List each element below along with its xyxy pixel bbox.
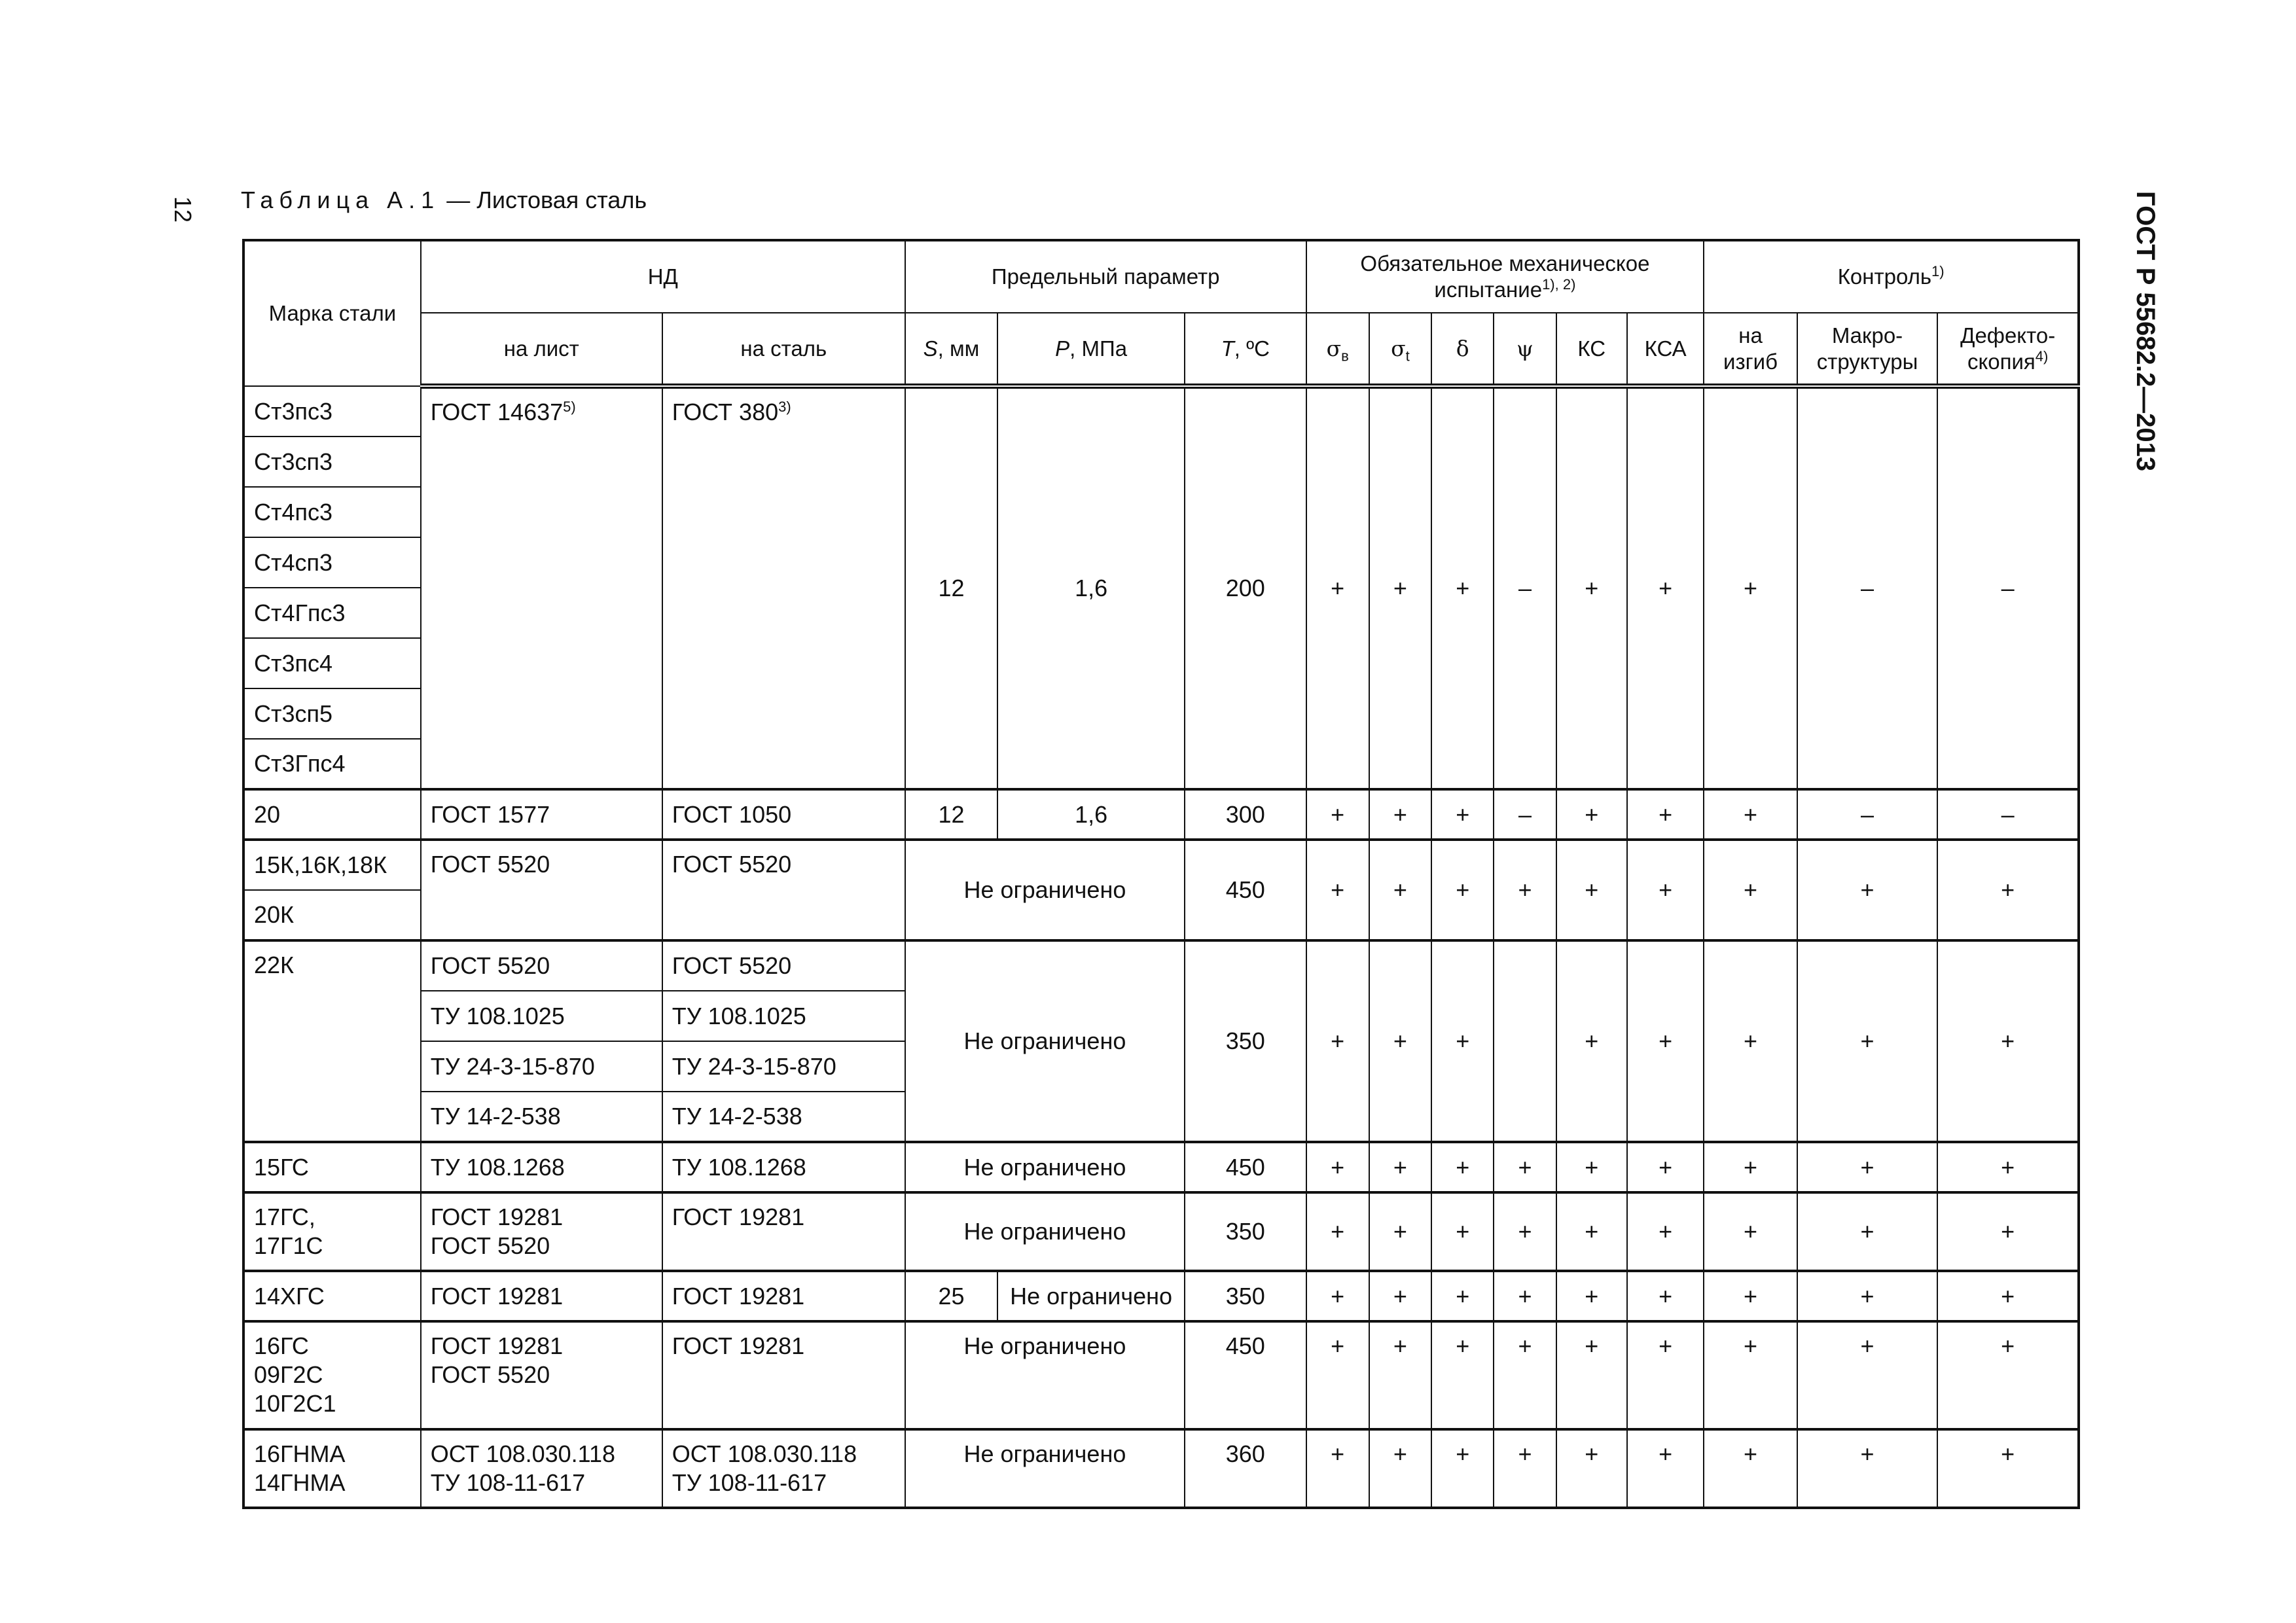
mark-cell: +: [1556, 789, 1627, 840]
mark-cell: +: [1306, 1142, 1369, 1192]
header-sigma-t: [1369, 313, 1431, 386]
mark-cell: +: [1797, 840, 1938, 940]
mark-cell: +: [1704, 1271, 1797, 1321]
grade-cell: Ст3пс3: [243, 386, 421, 437]
mark-cell: +: [1494, 1271, 1556, 1321]
mark-cell: +: [1369, 1271, 1431, 1321]
mark-cell: +: [1431, 840, 1494, 940]
grade-cell: 22К: [243, 940, 421, 1142]
mark-cell: +: [1369, 1192, 1431, 1271]
table-row: [243, 789, 2079, 840]
p-cell: 1,6: [997, 386, 1185, 789]
mark-cell: +: [1369, 1142, 1431, 1192]
mark-cell: +: [1797, 1142, 1938, 1192]
nd-steel-cell: ГОСТ 1050: [662, 789, 905, 840]
mark-cell: +: [1431, 386, 1494, 789]
s-cell: 12: [905, 386, 997, 789]
grade-cell: Ст3сп5: [243, 688, 421, 739]
limit-cell: Не ограничено: [905, 1142, 1185, 1192]
mark-cell: +: [1494, 1321, 1556, 1429]
mark-cell: +: [1627, 789, 1704, 840]
mark-cell: –: [1937, 386, 2079, 789]
mark-cell: +: [1797, 1429, 1938, 1508]
p-cell: 1,6: [997, 789, 1185, 840]
mark-cell: +: [1937, 1142, 2079, 1192]
mark-cell: +: [1306, 1429, 1369, 1508]
steel-table: [242, 239, 2080, 1509]
mark-cell: +: [1937, 1192, 2079, 1271]
mark-cell: +: [1627, 1321, 1704, 1429]
nd-steel-cell: ОСТ 108.030.118 ТУ 108-11-617: [662, 1429, 905, 1508]
nd-steel-cell: ГОСТ 19281: [662, 1271, 905, 1321]
mark-cell: +: [1704, 386, 1797, 789]
grade-cell: Ст4пс3: [243, 487, 421, 537]
mark-cell: +: [1627, 840, 1704, 940]
grade-cell: Ст3Гпс4: [243, 739, 421, 789]
table-row: [243, 840, 2079, 890]
mark-cell: +: [1431, 1429, 1494, 1508]
header-defect-sup: 4): [2035, 348, 2049, 365]
grade-cell: 16ГНМА 14ГНМА: [243, 1429, 421, 1508]
limit-cell: Не ограничено: [905, 940, 1185, 1142]
nd-steel-cell: ТУ 24-3-15-870: [662, 1041, 905, 1092]
mark-cell: +: [1556, 1271, 1627, 1321]
nd-steel-cell: ГОСТ 19281: [662, 1321, 905, 1429]
table-row: [243, 940, 2079, 991]
nd-sheet-cell: ГОСТ 1577: [421, 789, 662, 840]
mark-cell: +: [1797, 1271, 1938, 1321]
mark-cell: –: [1494, 789, 1556, 840]
header-ks: КС: [1556, 313, 1627, 386]
mark-cell: +: [1306, 840, 1369, 940]
page-number: 12: [170, 196, 196, 223]
mark-cell: +: [1431, 789, 1494, 840]
header-bend: на изгиб: [1704, 313, 1797, 386]
header-control-sup: 1): [1931, 263, 1945, 279]
grade-cell: 20К: [243, 890, 421, 940]
nd-steel-cell: [662, 386, 905, 789]
caption-label: Таблица А.1: [241, 187, 440, 213]
nd-sheet-cell: ТУ 24-3-15-870: [421, 1041, 662, 1092]
mark-cell: +: [1369, 386, 1431, 789]
limit-cell: Не ограничено: [905, 840, 1185, 940]
table-row: [243, 1192, 2079, 1271]
grade-cell: Ст4Гпс3: [243, 588, 421, 638]
mark-cell: +: [1937, 840, 2079, 940]
mark-cell: +: [1369, 940, 1431, 1142]
mark-cell: +: [1937, 940, 2079, 1142]
mark-cell: +: [1556, 386, 1627, 789]
mark-cell: +: [1704, 789, 1797, 840]
mark-cell: +: [1556, 1321, 1627, 1429]
grade-cell: 20: [243, 789, 421, 840]
nd-steel-sup: 3): [778, 399, 791, 415]
mark-cell: –: [1797, 386, 1938, 789]
header-p: [997, 313, 1185, 386]
nd-sheet-cell: ТУ 14-2-538: [421, 1092, 662, 1142]
header-mech-text: Обязательное механическое испытание: [1360, 251, 1650, 302]
sigma-b-sub: в: [1341, 348, 1349, 365]
mark-cell: +: [1306, 1192, 1369, 1271]
mark-cell: +: [1627, 386, 1704, 789]
mark-cell: +: [1704, 1321, 1797, 1429]
mark-cell: +: [1704, 940, 1797, 1142]
table-row: [243, 386, 2079, 437]
mark-cell: +: [1797, 1192, 1938, 1271]
mark-cell: +: [1306, 1271, 1369, 1321]
t-cell: 360: [1185, 1429, 1306, 1508]
table-row: [243, 1271, 2079, 1321]
mark-cell: +: [1494, 1192, 1556, 1271]
mark-cell: +: [1431, 1321, 1494, 1429]
header-sigma-b: [1306, 313, 1369, 386]
sigma-symbol: σ: [1391, 335, 1406, 361]
t-cell: 200: [1185, 386, 1306, 789]
mark-cell: +: [1627, 1142, 1704, 1192]
nd-sheet-cell: ТУ 108.1025: [421, 991, 662, 1041]
mark-cell: +: [1369, 840, 1431, 940]
header-psi: ψ: [1494, 313, 1556, 386]
mark-cell: +: [1704, 1142, 1797, 1192]
header-t-symbol: T: [1221, 336, 1234, 361]
mark-cell: +: [1431, 1192, 1494, 1271]
mark-cell: +: [1937, 1271, 2079, 1321]
nd-sheet-sup: 5): [563, 399, 576, 415]
p-cell: Не ограничено: [997, 1271, 1185, 1321]
header-nd-sheet: на лист: [421, 313, 662, 386]
table-row: [243, 1321, 2079, 1429]
mark-cell: +: [1306, 1321, 1369, 1429]
t-cell: 300: [1185, 789, 1306, 840]
mark-cell: +: [1369, 1321, 1431, 1429]
grade-cell: 15ГС: [243, 1142, 421, 1192]
header-s: [905, 313, 997, 386]
mark-cell: +: [1431, 940, 1494, 1142]
limit-cell: Не ограничено: [905, 1429, 1185, 1508]
mark-cell: +: [1306, 789, 1369, 840]
t-cell: 350: [1185, 940, 1306, 1142]
mark-cell: +: [1704, 1192, 1797, 1271]
mark-cell: +: [1306, 386, 1369, 789]
header-limit: Предельный параметр: [905, 240, 1306, 313]
mark-cell: –: [1494, 386, 1556, 789]
nd-sheet-text: ГОСТ 14637: [430, 399, 564, 425]
grade-cell: 14ХГС: [243, 1271, 421, 1321]
t-cell: 350: [1185, 1271, 1306, 1321]
header-t-unit: , ºC: [1234, 336, 1270, 361]
mark-cell: +: [1369, 789, 1431, 840]
nd-sheet-cell: ГОСТ 19281 ГОСТ 5520: [421, 1321, 662, 1429]
grade-cell: Ст3пс4: [243, 638, 421, 688]
mark-cell: +: [1556, 1192, 1627, 1271]
mark-cell: +: [1704, 840, 1797, 940]
t-cell: 450: [1185, 1142, 1306, 1192]
grade-cell: Ст4сп3: [243, 537, 421, 588]
caption-title: — Листовая сталь: [440, 187, 647, 213]
nd-sheet-cell: ГОСТ 19281 ГОСТ 5520: [421, 1192, 662, 1271]
grade-cell: 17ГС, 17Г1С: [243, 1192, 421, 1271]
mark-cell: +: [1627, 1271, 1704, 1321]
header-mech: [1306, 240, 1704, 313]
mark-cell: +: [1704, 1429, 1797, 1508]
mark-cell: +: [1937, 1429, 2079, 1508]
header-delta: δ: [1431, 313, 1494, 386]
table-caption: [241, 187, 647, 214]
mark-cell: +: [1494, 1429, 1556, 1508]
document-code: ГОСТ Р 55682.2—2013: [2131, 191, 2160, 472]
t-cell: 450: [1185, 1321, 1306, 1429]
nd-sheet-cell: ГОСТ 5520: [421, 840, 662, 940]
mark-cell: +: [1556, 1429, 1627, 1508]
header-p-symbol: P: [1055, 336, 1070, 361]
nd-sheet-cell: ТУ 108.1268: [421, 1142, 662, 1192]
t-cell: 450: [1185, 840, 1306, 940]
header-ksa: КСА: [1627, 313, 1704, 386]
mark-cell: +: [1494, 1142, 1556, 1192]
header-s-unit: , мм: [937, 336, 980, 361]
header-defect-text: Дефекто- скопия: [1960, 323, 2056, 374]
mark-cell: +: [1556, 840, 1627, 940]
limit-cell: Не ограничено: [905, 1321, 1185, 1429]
mark-cell: +: [1306, 940, 1369, 1142]
header-s-symbol: S: [923, 336, 938, 361]
header-p-unit: , МПа: [1069, 336, 1128, 361]
table-row: [243, 1429, 2079, 1508]
nd-steel-text: ГОСТ 380: [672, 399, 779, 425]
mark-cell: +: [1627, 1192, 1704, 1271]
header-control: [1704, 240, 2079, 313]
nd-sheet-cell: ГОСТ 5520: [421, 940, 662, 991]
sigma-t-sub: t: [1405, 348, 1410, 365]
mark-cell: +: [1797, 1321, 1938, 1429]
header-control-text: Контроль: [1837, 264, 1932, 289]
mark-cell: –: [1797, 789, 1938, 840]
mark-cell: +: [1556, 1142, 1627, 1192]
sigma-symbol: σ: [1326, 335, 1342, 361]
nd-steel-cell: ТУ 108.1025: [662, 991, 905, 1041]
header-nd: НД: [421, 240, 905, 313]
mark-cell: [1494, 940, 1556, 1142]
header-grade: Марка стали: [243, 240, 421, 386]
header-defect: [1937, 313, 2079, 386]
nd-steel-cell: ТУ 14-2-538: [662, 1092, 905, 1142]
mark-cell: +: [1627, 940, 1704, 1142]
header-t: [1185, 313, 1306, 386]
grade-cell: 16ГС 09Г2С 10Г2С1: [243, 1321, 421, 1429]
nd-steel-cell: ГОСТ 19281: [662, 1192, 905, 1271]
nd-sheet-cell: ГОСТ 19281: [421, 1271, 662, 1321]
mark-cell: +: [1369, 1429, 1431, 1508]
table-row: [243, 1142, 2079, 1192]
header-mech-sup: 1), 2): [1542, 276, 1576, 293]
limit-cell: Не ограничено: [905, 1192, 1185, 1271]
s-cell: 25: [905, 1271, 997, 1321]
mark-cell: +: [1797, 940, 1938, 1142]
nd-steel-cell: ГОСТ 5520: [662, 840, 905, 940]
header-macro: Макро- структуры: [1797, 313, 1938, 386]
mark-cell: +: [1431, 1271, 1494, 1321]
nd-steel-cell: ГОСТ 5520: [662, 940, 905, 991]
t-cell: 350: [1185, 1192, 1306, 1271]
mark-cell: +: [1494, 840, 1556, 940]
mark-cell: –: [1937, 789, 2079, 840]
header-nd-steel: на сталь: [662, 313, 905, 386]
grade-cell: Ст3сп3: [243, 437, 421, 487]
nd-steel-cell: ТУ 108.1268: [662, 1142, 905, 1192]
nd-sheet-cell: [421, 386, 662, 789]
mark-cell: +: [1937, 1321, 2079, 1429]
nd-sheet-cell: ОСТ 108.030.118 ТУ 108-11-617: [421, 1429, 662, 1508]
mark-cell: +: [1431, 1142, 1494, 1192]
s-cell: 12: [905, 789, 997, 840]
mark-cell: +: [1556, 940, 1627, 1142]
mark-cell: +: [1627, 1429, 1704, 1508]
grade-cell: 15К,16К,18К: [243, 840, 421, 890]
